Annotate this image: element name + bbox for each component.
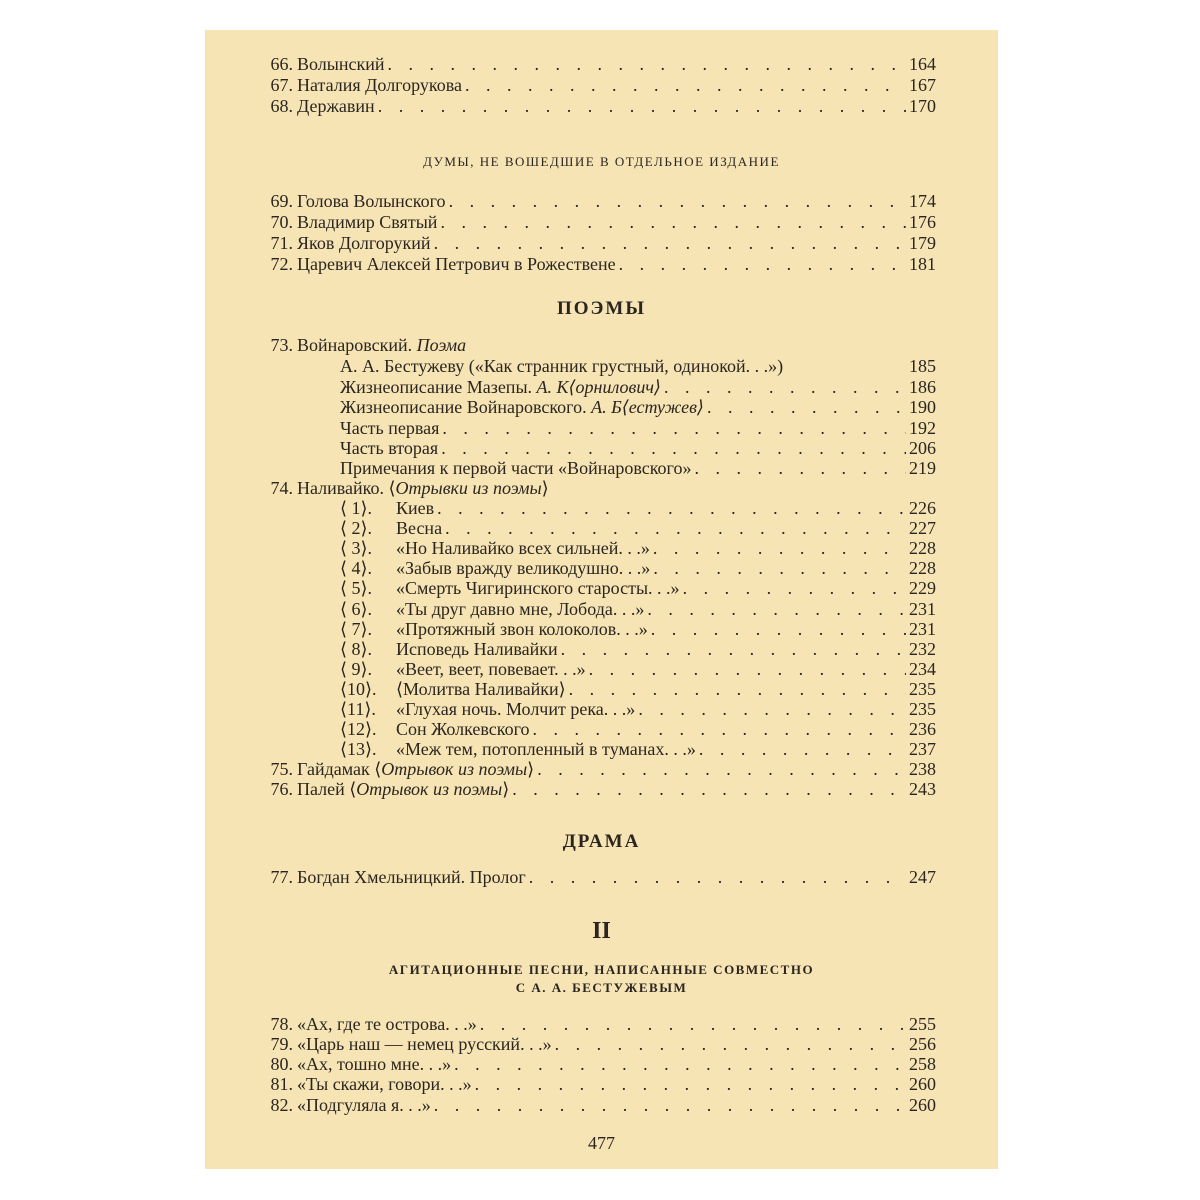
entry-title: Голова Волынского xyxy=(297,191,446,211)
entry-number: 78. xyxy=(270,1014,293,1034)
entry-number: 76. xyxy=(270,779,293,799)
entry-page: 190 xyxy=(909,397,936,417)
subentry-number: ⟨ 3⟩. xyxy=(340,538,373,558)
entry-page: 170 xyxy=(909,96,936,116)
entry-title: «Ах, где те острова. . .» xyxy=(297,1014,477,1034)
entry-number: 66. xyxy=(270,54,293,74)
entry-title: Богдан Хмельницкий. Пролог xyxy=(297,867,526,887)
entry-title: Жизнеописание Войнаровского. А. Б⟨естужев⟩ xyxy=(340,397,704,417)
dot-leader xyxy=(683,577,906,599)
subentry-number: ⟨11⟩. xyxy=(340,699,376,719)
entry-page: 226 xyxy=(909,498,936,518)
dot-leader xyxy=(653,557,906,579)
entry-page: 227 xyxy=(909,518,936,538)
dot-leader xyxy=(561,638,906,660)
section-heading-line1: АГИТАЦИОННЫЕ ПЕСНИ, НАПИСАННЫЕ СОВМЕСТНО xyxy=(388,962,815,977)
entry-number: 73. xyxy=(270,335,293,355)
dot-leader xyxy=(440,211,906,233)
toc-subentry xyxy=(340,618,936,640)
section-heading: ДУМЫ, НЕ ВОШЕДШИЕ В ОТДЕЛЬНОЕ ИЗДАНИЕ xyxy=(423,154,780,169)
dot-leader xyxy=(445,517,906,539)
toc-subentry xyxy=(340,598,936,620)
section-heading: ПОЭМЫ xyxy=(556,298,647,319)
dot-leader xyxy=(533,718,906,740)
entry-page: 228 xyxy=(909,558,936,578)
entry-page: 164 xyxy=(909,54,936,74)
entry-title: Гайдамак ⟨Отрывок из поэмы⟩ xyxy=(297,759,535,779)
subentry-number: ⟨ 4⟩. xyxy=(340,558,373,578)
dot-leader xyxy=(651,618,906,640)
entry-page: 185 xyxy=(909,356,936,376)
toc-subentry xyxy=(340,638,936,660)
entry-page: 255 xyxy=(909,1014,936,1034)
entry-page: 174 xyxy=(909,191,936,211)
entry-page: 181 xyxy=(909,254,936,274)
entry-number: 68. xyxy=(270,96,293,116)
toc-subentry xyxy=(340,376,936,398)
toc-entry xyxy=(258,1094,936,1116)
entry-page: 186 xyxy=(909,377,936,397)
subentry-number: ⟨ 6⟩. xyxy=(340,599,373,619)
subentry-number: ⟨ 9⟩. xyxy=(340,659,373,679)
dot-leader xyxy=(699,738,906,760)
entry-page: 229 xyxy=(909,578,936,598)
subentry-number: ⟨10⟩. xyxy=(340,679,377,699)
section-heading: ДРАМА xyxy=(562,831,641,852)
entry-title: Наливайко. ⟨Отрывки из поэмы⟩ xyxy=(297,478,549,498)
entry-title: «Веет, веет, повевает. . .» xyxy=(396,659,586,679)
entry-title: Державин xyxy=(297,96,375,116)
toc-entry xyxy=(258,1013,936,1035)
toc-subentry xyxy=(340,738,936,760)
dot-leader xyxy=(647,598,906,620)
dot-leader xyxy=(664,376,906,398)
entry-title: Примечания к первой части «Войнаровского» xyxy=(340,458,692,478)
entry-number: 79. xyxy=(270,1034,293,1054)
toc-entry xyxy=(258,477,936,499)
toc-entry xyxy=(258,74,936,96)
entry-page: 258 xyxy=(909,1054,936,1074)
entry-page: 234 xyxy=(909,659,936,679)
entry-number: 72. xyxy=(270,254,293,274)
dot-leader xyxy=(589,658,906,680)
entry-title: А. А. Бестужеву («Как странник грустный, одинокой. . .») xyxy=(340,356,784,376)
dot-leader xyxy=(480,1013,906,1035)
dot-leader xyxy=(619,253,906,275)
part-heading: II xyxy=(592,918,611,944)
entry-page: 231 xyxy=(909,619,936,639)
entry-title: Волынский xyxy=(297,54,385,74)
toc-subentry xyxy=(340,457,936,479)
dot-leader xyxy=(441,437,906,459)
dot-leader xyxy=(638,698,906,720)
toc-subentry xyxy=(340,698,936,720)
entry-page: 232 xyxy=(909,639,936,659)
toc-subentry xyxy=(340,497,936,519)
subentry-number: ⟨ 7⟩. xyxy=(340,619,373,639)
entry-number: 70. xyxy=(270,212,293,232)
entry-title: «Царь наш — немец русский. . .» xyxy=(297,1034,552,1054)
entry-page: 260 xyxy=(909,1074,936,1094)
toc-entry xyxy=(258,253,936,275)
entry-page: 237 xyxy=(909,739,936,759)
entry-page: 179 xyxy=(909,233,936,253)
subentry-number: ⟨13⟩. xyxy=(340,739,377,759)
toc-subentry xyxy=(340,678,936,700)
entry-page: 235 xyxy=(909,679,936,699)
toc-subentry xyxy=(340,396,936,418)
toc-subentry xyxy=(340,577,936,599)
toc-entry xyxy=(258,778,936,800)
entry-number: 77. xyxy=(270,867,293,887)
entry-page: 238 xyxy=(909,759,936,779)
dot-leader xyxy=(569,678,906,700)
entry-title: Жизнеописание Мазепы. А. К⟨орнилович⟩ xyxy=(340,377,661,397)
entry-title: Часть первая xyxy=(340,418,440,438)
entry-title: «Смерть Чигиринского старосты. . .» xyxy=(396,578,680,598)
toc-entry xyxy=(258,334,936,356)
entry-title: Яков Долгорукий xyxy=(297,233,431,253)
entry-title: «Но Наливайко всех сильней. . .» xyxy=(396,538,650,558)
entry-page: 243 xyxy=(909,779,936,799)
subentry-number: ⟨ 8⟩. xyxy=(340,639,373,659)
entry-title: «Ты друг давно мне, Лобода. . .» xyxy=(396,599,645,619)
toc-subentry xyxy=(340,658,936,680)
dot-leader xyxy=(512,778,906,800)
entry-page: 260 xyxy=(909,1095,936,1115)
entry-page: 167 xyxy=(909,75,936,95)
entry-number: 80. xyxy=(270,1054,293,1074)
entry-title: «Протяжный звон колоколов. . .» xyxy=(396,619,648,639)
entry-page: 228 xyxy=(909,538,936,558)
entry-title: Часть вторая xyxy=(340,438,439,458)
subentry-number: ⟨ 2⟩. xyxy=(340,518,373,538)
toc-entry xyxy=(258,1053,936,1075)
entry-page: 247 xyxy=(909,867,936,887)
toc-entry xyxy=(258,53,936,75)
entry-page: 219 xyxy=(909,458,936,478)
toc-subentry xyxy=(340,417,936,439)
subentry-number: ⟨ 1⟩. xyxy=(340,498,373,518)
entry-title: «Забыв вражду великодушно. . .» xyxy=(396,558,651,578)
dot-leader xyxy=(694,457,906,479)
entry-page: 206 xyxy=(909,438,936,458)
entry-title: «Меж тем, потопленный в туманах. . .» xyxy=(396,739,696,759)
dot-leader xyxy=(449,190,906,212)
toc-subentry xyxy=(340,557,936,579)
dot-leader xyxy=(378,95,906,117)
dot-leader xyxy=(434,232,906,254)
toc-entry xyxy=(258,190,936,212)
entry-number: 67. xyxy=(270,75,293,95)
entry-title: «Ах, тошно мне. . .» xyxy=(297,1054,452,1074)
dot-leader xyxy=(555,1033,906,1055)
entry-page: 192 xyxy=(909,418,936,438)
dot-leader xyxy=(529,866,906,888)
entry-number: 69. xyxy=(270,191,293,211)
entry-number: 71. xyxy=(270,233,293,253)
entry-number: 74. xyxy=(270,478,293,498)
toc-subentry xyxy=(340,437,936,459)
entry-page: 235 xyxy=(909,699,936,719)
entry-page: 176 xyxy=(909,212,936,232)
dot-leader xyxy=(387,53,906,75)
toc-entry xyxy=(258,1033,936,1055)
subentry-number: ⟨ 5⟩. xyxy=(340,578,373,598)
subentry-number: ⟨12⟩. xyxy=(340,719,377,739)
entry-title: Войнаровский. Поэма xyxy=(297,335,467,355)
entry-title: Весна xyxy=(396,518,443,538)
toc-entry xyxy=(258,95,936,117)
entry-page: 231 xyxy=(909,599,936,619)
entry-number: 81. xyxy=(270,1074,293,1094)
dot-leader xyxy=(434,1094,906,1116)
entry-title: Наталия Долгорукова xyxy=(297,75,462,95)
dot-leader xyxy=(465,74,906,96)
entry-title: Сон Жолкевского xyxy=(396,719,530,739)
entry-title: «Глухая ночь. Молчит река. . .» xyxy=(396,699,636,719)
toc-entry xyxy=(258,866,936,888)
toc-entry xyxy=(258,232,936,254)
entry-title: Владимир Святый xyxy=(297,212,438,232)
entry-title: Киев xyxy=(396,498,435,518)
entry-number: 82. xyxy=(270,1095,293,1115)
toc-subentry xyxy=(340,517,936,539)
entry-title: Палей ⟨Отрывок из поэмы⟩ xyxy=(297,779,510,799)
section-heading-line2: С А. А. БЕСТУЖЕВЫМ xyxy=(515,980,688,995)
entry-title: «Подгуляла я. . .» xyxy=(297,1095,431,1115)
toc-subentry xyxy=(340,355,936,377)
entry-page: 256 xyxy=(909,1034,936,1054)
entry-title: Исповедь Наливайки xyxy=(396,639,558,659)
dot-leader xyxy=(707,396,906,418)
page-number: 477 xyxy=(588,1133,615,1153)
toc-entry xyxy=(258,211,936,233)
toc-subentry xyxy=(340,718,936,740)
toc-entry xyxy=(258,758,936,780)
dot-leader xyxy=(437,497,906,519)
dot-leader xyxy=(475,1073,906,1095)
toc-entry xyxy=(258,1073,936,1095)
entry-title: «Ты скажи, говори. . .» xyxy=(297,1074,472,1094)
dot-leader xyxy=(653,537,906,559)
dot-leader xyxy=(454,1053,906,1075)
entry-page: 236 xyxy=(909,719,936,739)
entry-title: Царевич Алексей Петрович в Рожествене xyxy=(297,254,616,274)
entry-title: ⟨Молитва Наливайки⟩ xyxy=(396,679,566,699)
toc-subentry xyxy=(340,537,936,559)
entry-number: 75. xyxy=(270,759,293,779)
dot-leader xyxy=(442,417,906,439)
dot-leader xyxy=(537,758,906,780)
